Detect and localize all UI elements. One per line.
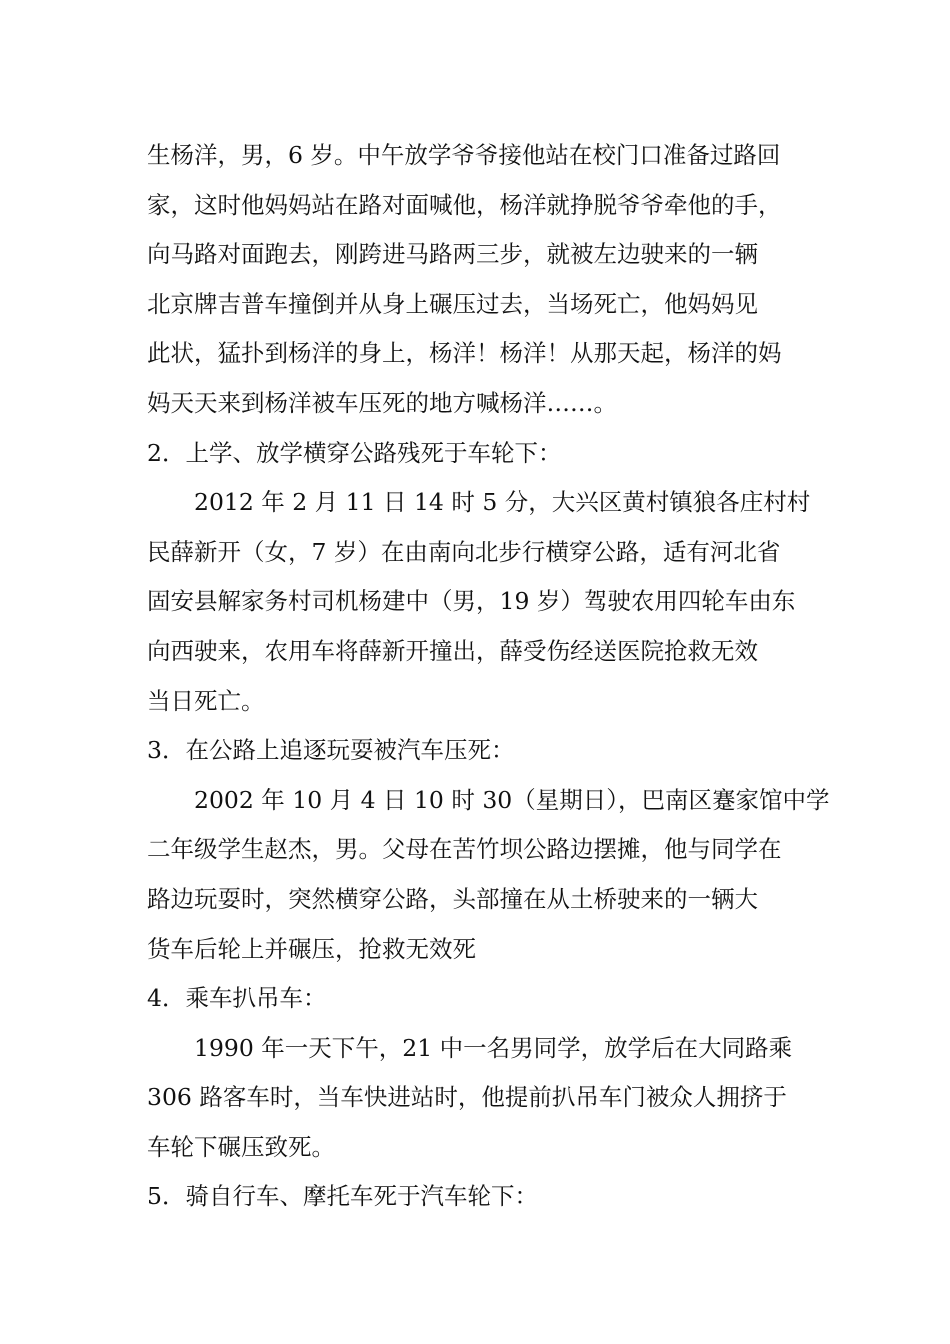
case1-paragraph [147,131,817,429]
document-body [147,131,830,1222]
section-2-paragraph [147,478,817,726]
paragraph-line: 当日死亡。 [147,686,265,715]
section-3-paragraph [147,776,830,974]
paragraph-line: 北京牌吉普车撞倒并从身上碾压过去，当场死亡，他妈妈见 [147,289,758,318]
section-4-paragraph [147,1024,817,1173]
paragraph-line: 生杨洋，男，6 岁。中午放学爷爷接他站在校门口准备过路回 [147,141,781,169]
section-2-heading: 2．上学、放学横穿公路残死于车轮下： [147,438,562,467]
paragraph-line: 家，这时他妈妈站在路对面喊他，杨洋就挣脱爷爷牵他的手， [147,190,782,219]
section-3-heading: 3．在公路上追逐玩耍被汽车压死： [147,736,515,765]
paragraph-line: 向马路对面跑去，刚跨进马路两三步，就被左边驶来的一辆 [147,240,758,269]
paragraph-line: 民薛新开（女，7 岁）在由南向北步行横穿公路，适有河北省 [147,537,781,566]
paragraph-line: 妈天天来到杨洋被车压死的地方喊杨洋……。 [147,388,617,417]
paragraph-line: 二年级学生赵杰，男。父母在苦竹坝公路边摆摊，他与同学在 [147,835,782,864]
paragraph-line: 306 路客车时，当车快进站时，他提前扒吊车门被众人拥挤于 [147,1083,787,1112]
section-5-heading: 5．骑自行车、摩托车死于汽车轮下： [147,1182,538,1211]
section-4-heading: 4．乘车扒吊车： [147,984,327,1013]
paragraph-line: 车轮下碾压致死。 [147,1132,335,1161]
paragraph-line: 2012 年 2 月 11 日 14 时 5 分，大兴区黄村镇狼各庄村村 [194,488,811,517]
paragraph-line: 2002 年 10 月 4 日 10 时 30（星期日），巴南区蹇家馆中学 [194,785,830,814]
paragraph-line: 1990 年一天下午，21 中一名男同学，放学后在大同路乘 [194,1033,793,1062]
paragraph-line: 向西驶来，农用车将薛新开撞出，薛受伤经送医院抢救无效 [147,636,758,665]
paragraph-line: 货车后轮上并碾压，抢救无效死 [147,934,476,963]
paragraph-line: 路边玩耍时，突然横穿公路，头部撞在从土桥驶来的一辆大 [147,884,758,913]
paragraph-line: 固安县解家务村司机杨建中（男，19 岁）驾驶农用四轮车由东 [147,587,796,616]
paragraph-line: 此状，猛扑到杨洋的身上，杨洋！杨洋！从那天起，杨洋的妈 [147,339,782,368]
